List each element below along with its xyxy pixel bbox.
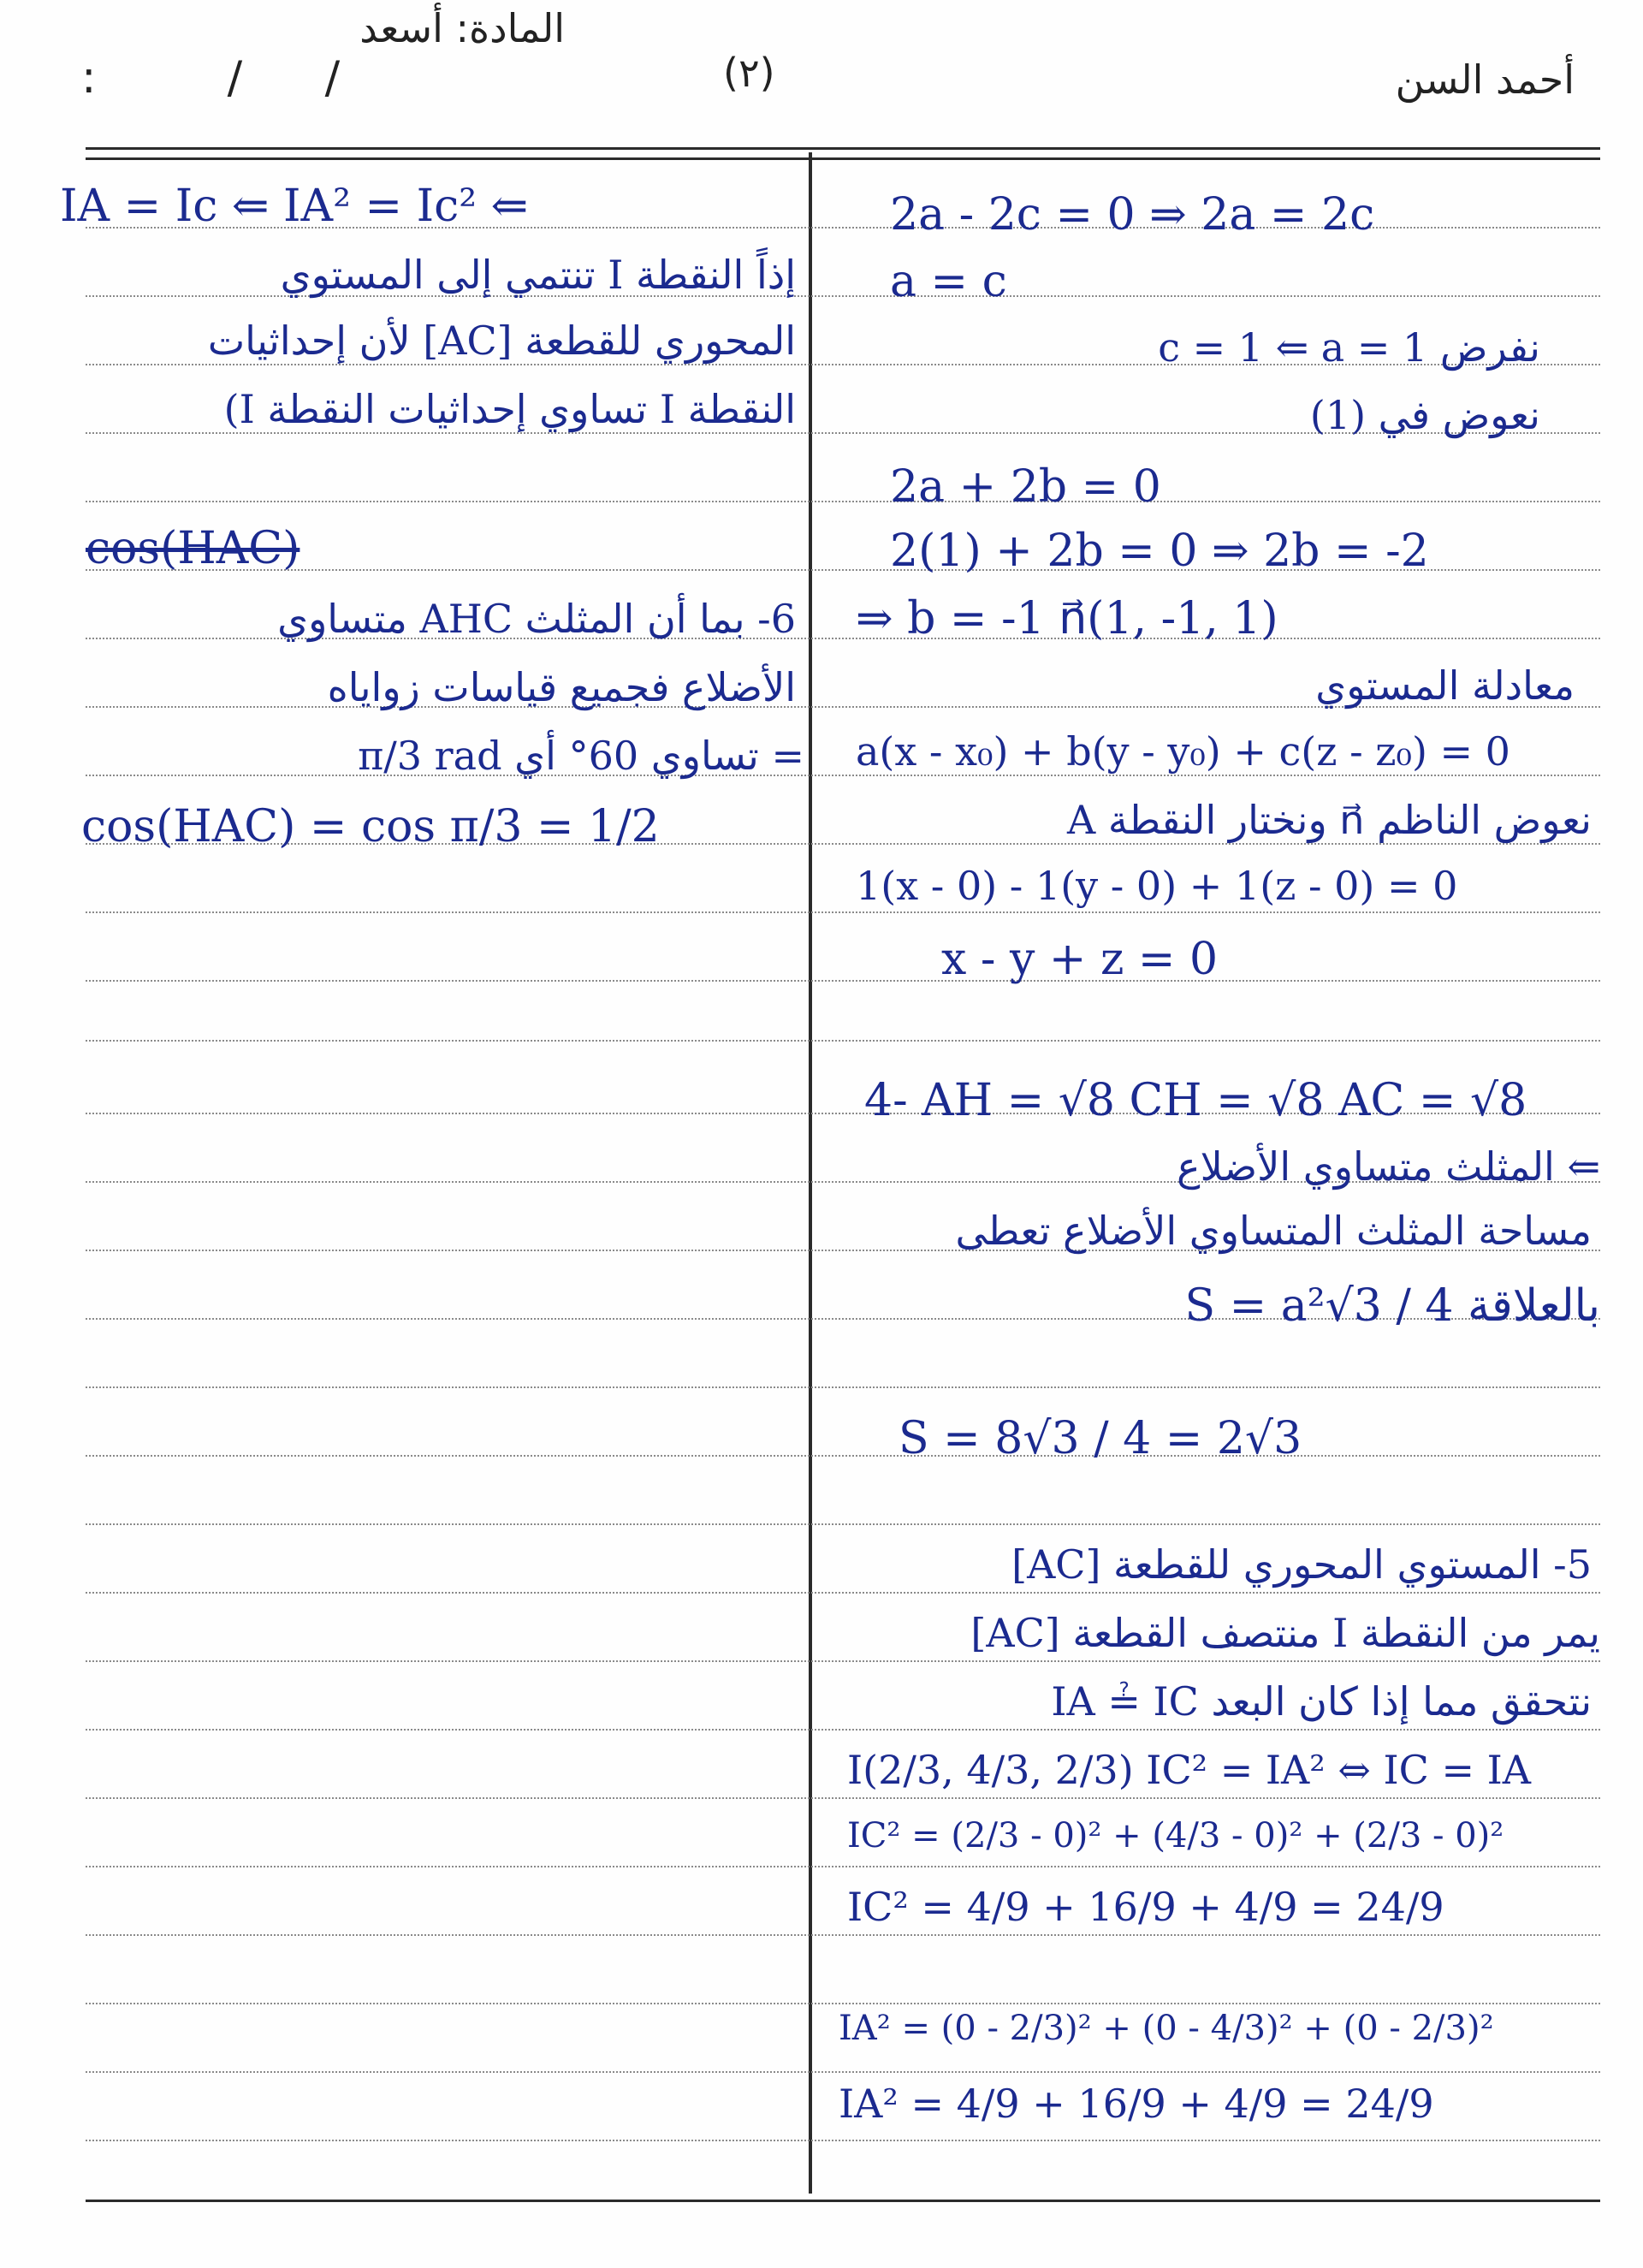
left-line-2: إذاً النقطة I تنتمي إلى المستوي (280, 252, 796, 298)
right-line-23: IC² = 4/9 + 16/9 + 4/9 = 24/9 (847, 1884, 1444, 1930)
ruled-line (86, 2071, 1600, 2073)
left-line-3: المحوري للقطعة [AC] لأن إحداثيات (207, 318, 796, 364)
right-line-25: IA² = 4/9 + 16/9 + 4/9 = 24/9 (839, 2081, 1434, 2127)
subject-label: المادة: أسعد (359, 5, 565, 51)
page-number: (٢) (723, 50, 775, 96)
right-line-9: a(x - x₀) + b(y - y₀) + c(z - z₀) = 0 (856, 728, 1510, 775)
right-line-1: 2a - 2c = 0 ⇒ 2a = 2c (890, 189, 1375, 240)
right-line-18: 5- المستوي المحوري للقطعة [AC] (1011, 1541, 1592, 1588)
left-line-1: IA = Ic ⇐ IA² = Ic² ⇐ (60, 181, 529, 232)
right-line-5: 2a + 2b = 0 (890, 461, 1161, 513)
ruled-line (86, 1866, 1600, 1867)
ruled-line (86, 2140, 1600, 2141)
left-line-7: الأضلاع فجميع قياسات زواياه (327, 664, 796, 710)
column-divider (809, 152, 812, 2194)
right-line-2: a = c (890, 256, 1007, 307)
header-rule (86, 147, 1600, 150)
header-rule-2 (86, 157, 1600, 160)
ruled-line (86, 1934, 1600, 1936)
right-line-14: ⇐ المثلث متساوي الأضلاع (1177, 1143, 1600, 1190)
right-line-10: نعوض الناظم n⃗ ونختار النقطة A (1067, 797, 1592, 843)
right-line-7: ⇒ b = -1 n⃗(1, -1, 1) (856, 593, 1278, 644)
right-line-3: نفرض c = 1 ⇐ a = 1 (1158, 324, 1540, 371)
date-field: : / / (81, 52, 375, 104)
left-line-5-struck: cos(HAC) (86, 523, 300, 574)
right-line-21: I(2/3, 4/3, 2/3) IC² = IA² ⇔ IC = IA (847, 1747, 1532, 1793)
ruled-line (86, 1386, 1600, 1388)
right-line-4: نعوض في (1) (1309, 392, 1540, 438)
left-line-6: 6- بما أن المثلث AHC متساوي (277, 596, 796, 642)
right-line-17: S = 8√3 / 4 = 2√3 (899, 1413, 1302, 1464)
right-line-16: بالعلاقة S = a²√3 / 4 (1184, 1280, 1600, 1332)
right-line-8: معادلة المستوي (1315, 662, 1575, 709)
ruled-line (86, 2003, 1600, 2004)
right-line-22: IC² = (2/3 - 0)² + (4/3 - 0)² + (2/3 - 0)² (847, 1816, 1504, 1855)
ruled-line (86, 1660, 1600, 1662)
footer-rule (86, 2200, 1600, 2202)
right-line-12: x - y + z = 0 (941, 934, 1219, 985)
right-line-11: 1(x - 0) - 1(y - 0) + 1(z - 0) = 0 (856, 863, 1458, 909)
ruled-line (86, 1040, 1600, 1042)
right-line-20: نتحقق مما إذا كان البعد IA ≟ IC (1051, 1678, 1592, 1725)
left-line-8: = تساوي 60° أي π/3 rad (358, 733, 804, 779)
right-line-19: يمر من النقطة I منتصف القطعة [AC] (970, 1610, 1600, 1656)
ruled-line (86, 911, 1600, 913)
right-line-24: IA² = (0 - 2/3)² + (0 - 4/3)² + (0 - 2/3)² (839, 2009, 1494, 2048)
ruled-line (86, 1523, 1600, 1525)
student-name: أحمد السن (1395, 56, 1575, 103)
ruled-line (86, 1797, 1600, 1799)
ruled-line (86, 1729, 1600, 1731)
left-line-9: cos(HAC) = cos π/3 = 1/2 (81, 801, 660, 852)
left-line-4: النقطة I تساوي إحداثيات النقطة I) (223, 386, 796, 432)
right-line-15: مساحة المثلث المتساوي الأضلاع تعطى (955, 1208, 1592, 1254)
right-line-13: 4- AH = √8 CH = √8 AC = √8 (864, 1075, 1527, 1126)
right-line-6: 2(1) + 2b = 0 ⇒ 2b = -2 (890, 525, 1429, 577)
ruled-line (86, 1592, 1600, 1594)
